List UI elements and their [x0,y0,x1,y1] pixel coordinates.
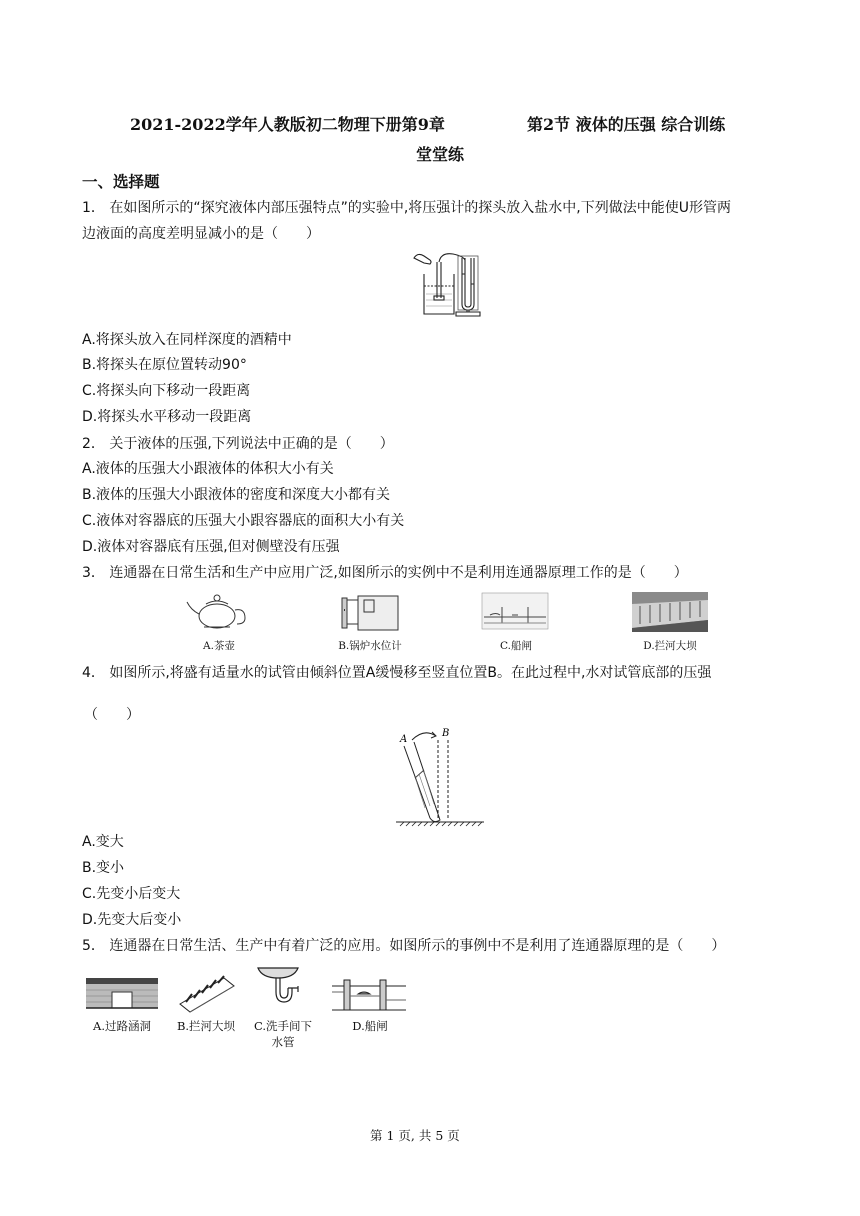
q4-paren: （ ） [84,707,140,723]
q4-option-d: D.先变大后变小 [82,912,182,928]
q3-teapot-image [184,592,254,630]
q4-stem: 4． 如图所示,将盛有适量水的试管由倾斜位置A缓慢移至竖直位置B。在此过程中,水对试管底部的压强 [82,665,712,681]
q3-caption-a: A.茶壶 [203,640,235,652]
q1-option-b: B.将探头在原位置转动90° [82,357,247,373]
q5-caption-c-line2: 水管 [271,1035,295,1049]
q2-option-a: A.液体的压强大小跟液体的体积大小有关 [82,461,334,477]
q5-culvert-image [86,978,158,1012]
q3-caption-c: C.船闸 [500,640,532,652]
q2-stem: 2． 关于液体的压强,下列说法中正确的是（ ） [82,436,394,452]
doc-title-left: 2021-2022学年人教版初二物理下册第9章 [130,115,445,134]
q5-caption-a: A.过路涵洞 [93,1019,151,1033]
q3-caption-d: D.拦河大坝 [643,640,697,652]
q4-label-a: A [400,734,408,745]
q4-test-tube-figure [394,726,488,826]
q3-boiler-gauge-image [338,592,402,632]
q2-option-d: D.液体对容器底有压强,但对侧壁没有压强 [82,539,340,555]
q4-label-b: B [442,728,450,739]
q1-option-c: C.将探头向下移动一段距离 [82,383,251,399]
q5-ship-lock-image [330,976,408,1014]
q2-option-c: C.液体对容器底的压强大小跟容器底的面积大小有关 [82,513,405,529]
q4-option-a: A.变大 [82,834,124,850]
q1-option-a: A.将探头放入在同样深度的酒精中 [82,332,292,348]
q3-caption-b: B.锅炉水位计 [338,640,402,652]
q1-pressure-gauge-figure [410,250,492,320]
q5-caption-b: B.拦河大坝 [176,1019,236,1033]
q5-caption-d: D.船闸 [352,1019,388,1033]
q4-option-c: C.先变小后变大 [82,886,181,902]
q5-stem: 5． 连通器在日常生活、生产中有着广泛的应用。如图所示的事例中不是利用了连通器原理的是（ ） [82,938,726,954]
q5-sink-drain-image [254,964,306,1014]
q1-stem-line1: 1． 在如图所示的“探究液体内部压强特点”的实验中,将压强计的探头放入盐水中,下列做法中能使U形管两 [82,200,732,216]
doc-title-right: 第2节 液体的压强 综合训练 [527,115,726,134]
doc-subtitle: 堂堂练 [416,145,465,164]
q5-dam-image [176,972,240,1014]
q3-ship-lock-image [482,593,548,629]
section-heading: 一、选择题 [82,173,160,191]
q2-option-b: B.液体的压强大小跟液体的密度和深度大小都有关 [82,487,391,503]
q1-option-d: D.将探头水平移动一段距离 [82,409,252,425]
q4-option-b: B.变小 [82,860,125,876]
q1-stem-line2: 边液面的高度差明显减小的是（ ） [82,226,320,242]
page-footer: 第 1 页, 共 5 页 [370,1128,460,1143]
q5-caption-c-line1: C.洗手间下 [253,1019,313,1033]
q3-dam-image [632,592,708,632]
q3-stem: 3． 连通器在日常生活和生产中应用广泛,如图所示的实例中不是利用连通器原理工作的是（ ） [82,565,688,581]
